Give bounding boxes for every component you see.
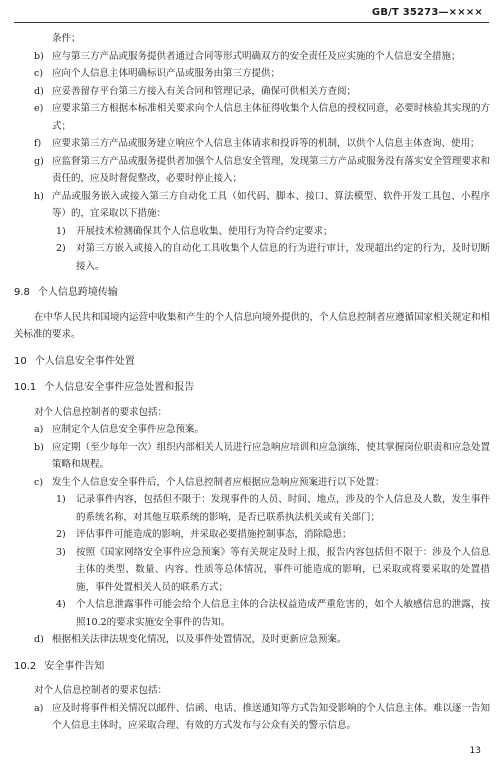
sub-list-item xyxy=(14,491,490,526)
section-number: 9.8 xyxy=(14,287,30,298)
list-text: 开展技术检测确保其个人信息收集、使用行为符合约定要求； xyxy=(76,225,333,237)
list-item xyxy=(14,65,490,83)
intro-text: 对个人信息控制者的要求包括： xyxy=(34,406,168,418)
sub-list-item xyxy=(14,240,490,275)
section-title: 个人信息跨境传输 xyxy=(37,287,118,298)
list-item xyxy=(14,439,490,474)
section-heading-9-8 xyxy=(14,284,490,302)
list-incident-response xyxy=(14,421,490,649)
list-item xyxy=(14,100,490,135)
list-marker: b) xyxy=(34,441,44,453)
section-heading-10 xyxy=(14,353,490,371)
list-text: 应要求第三方根据本标准相关要求向个人信息主体征得收集个人信息的授权同意，必要时核验其实现的方式； xyxy=(52,103,490,132)
list-marker: c) xyxy=(34,476,44,488)
list-marker: b) xyxy=(34,50,44,62)
list-marker: 1) xyxy=(56,494,66,505)
sub-list-item xyxy=(14,596,490,631)
list-marker: 1) xyxy=(56,225,66,237)
list-text: 按照《国家网络安全事件应急预案》等有关规定及时上报，报告内容包括但不限于：涉及个人信息主体的类型、数量、内容、性质等总体情况，事件可能造成的影响，已采取或将要采取的处置措施，事件处置相关人员的联系方式； xyxy=(76,546,490,593)
list-text: 产品或服务嵌入或接入第三方自动化工具（如代码、脚本、接口、算法模型、软件开发工具包、小程序等）的，宜采取以下措施： xyxy=(52,190,490,219)
list-marker: 2) xyxy=(56,243,66,254)
sub-list-item xyxy=(14,544,490,597)
list-item xyxy=(14,700,490,735)
section-number: 10.2 xyxy=(14,660,37,672)
list-text: 应制定个人信息安全事件应急预案。 xyxy=(52,424,205,435)
list-marker: f) xyxy=(34,138,42,149)
sub-list-item xyxy=(14,223,490,241)
list-text: 应定期（至少每年一次）组织内部相关人员进行应急响应培训和应急演练，使其掌握岗位职责和应急处置策略和规程。 xyxy=(52,441,490,470)
section-title: 安全事件告知 xyxy=(44,660,105,672)
list-marker: h) xyxy=(34,190,44,202)
list-marker: d) xyxy=(34,634,44,645)
section-number: 10.1 xyxy=(14,382,37,393)
list-text: 应监督第三方产品或服务提供者加强个人信息安全管理，发现第三方产品或服务没有落实安全管理要求和责任的，应及时督促整改，必要时停止接入； xyxy=(52,155,490,184)
list-text: 应与第三方产品或服务提供者通过合同等形式明确双方的安全责任及应实施的个人信息安全措施； xyxy=(52,50,461,62)
list-item xyxy=(14,421,490,439)
section-title: 个人信息安全事件应急处置和报告 xyxy=(44,382,195,393)
list-third-party xyxy=(14,48,490,276)
list-item xyxy=(14,135,490,153)
page-content xyxy=(14,30,490,735)
section-title: 个人信息安全事件处置 xyxy=(34,355,135,367)
list-text: 对第三方嵌入或接入的自动化工具收集个人信息的行为进行审计，发现超出约定的行为，及时切断接入。 xyxy=(76,243,490,272)
list-item xyxy=(14,188,490,223)
list-text: 发生个人信息安全事件后，个人信息控制者应根据应急响应预案进行以下处置： xyxy=(52,476,385,488)
list-text: 应及时将事件相关情况以邮件、信函、电话、推送通知等方式告知受影响的个人信息主体。难以逐一告知个人信息主体时，应采取合理、有效的方式发布与公众有关的警示信息。 xyxy=(52,702,490,731)
list-item xyxy=(14,474,490,492)
section-number: 10 xyxy=(14,355,27,367)
list-marker: 2) xyxy=(56,529,66,540)
list-text: 根据相关法律法规变化情况，以及事件处置情况，及时更新应急预案。 xyxy=(52,634,347,645)
list-marker: d) xyxy=(34,85,44,97)
list-marker: g) xyxy=(34,155,44,167)
intro-text: 对个人信息控制者的要求包括： xyxy=(34,685,168,696)
list-item xyxy=(14,153,490,188)
list-text: 应要求第三方产品或服务建立响应个人信息主体请求和投诉等的机制，以供个人信息主体查询、使用； xyxy=(52,138,480,149)
list-marker: c) xyxy=(34,68,44,79)
list-item xyxy=(14,631,490,649)
section-heading-10-2 xyxy=(14,658,490,676)
list-item xyxy=(14,83,490,101)
list-marker: 3) xyxy=(56,546,66,558)
continued-text: 条件； xyxy=(52,33,81,44)
list-marker: 4) xyxy=(56,599,66,610)
sub-list-item xyxy=(14,526,490,544)
standard-id: GB/T 35273—×××× xyxy=(371,7,483,18)
header-rule xyxy=(14,22,489,23)
paragraph: 在中华人民共和国境内运营中收集和产生的个人信息向境外提供的，个人信息控制者应遵循国家相关规定和相关标准的要求。 xyxy=(14,311,491,340)
list-text: 记录事件内容，包括但不限于：发现事件的人员、时间、地点，涉及的个人信息及人数，发生事件的系统名称，对其他互联系统的影响，是否已联系执法机关或有关部门； xyxy=(76,494,490,523)
list-marker: a) xyxy=(34,702,44,714)
list-text: 个人信息泄露事件可能会给个人信息主体的合法权益造成严重危害的，如个人敏感信息的泄露，按照10.2的要求实施安全事件的告知。 xyxy=(76,599,490,628)
list-item xyxy=(14,48,490,66)
page-number: 13 xyxy=(469,746,481,756)
list-text: 应向个人信息主体明确标识产品或服务由第三方提供； xyxy=(52,68,281,79)
list-marker: a) xyxy=(34,424,44,435)
list-text: 评估事件可能造成的影响，并采取必要措施控制事态，消除隐患； xyxy=(76,529,352,540)
section-heading-10-1 xyxy=(14,379,490,397)
list-text: 应妥善留存平台第三方接入有关合同和管理记录，确保可供相关方查阅； xyxy=(52,85,357,97)
list-marker: e) xyxy=(34,103,44,114)
